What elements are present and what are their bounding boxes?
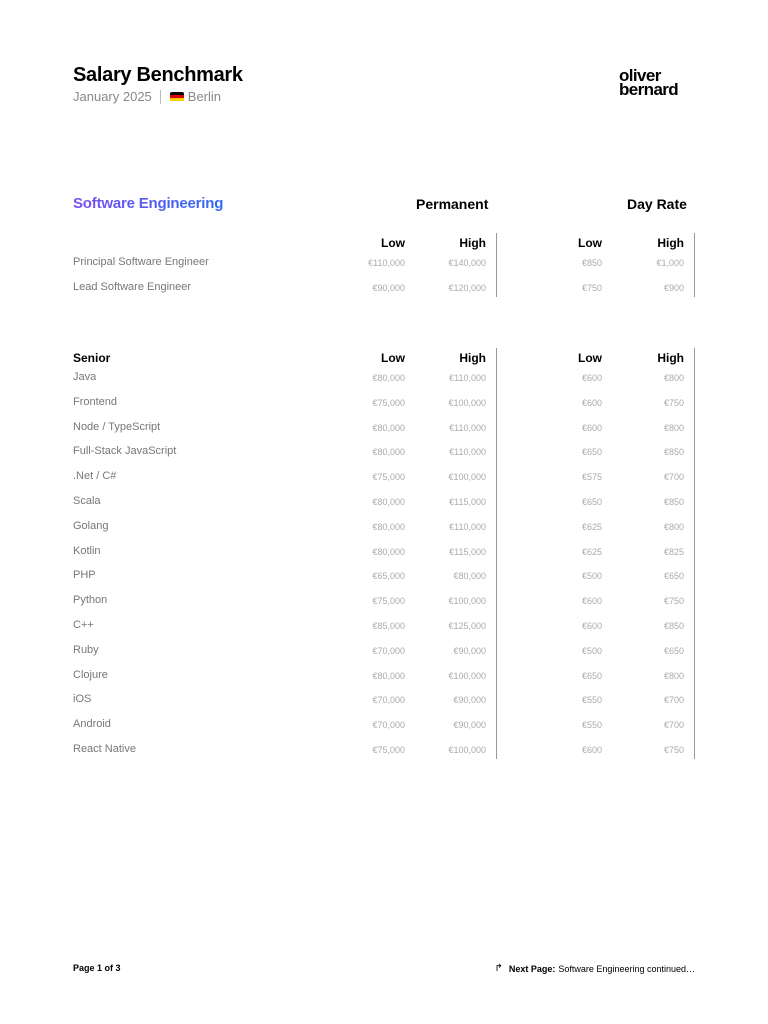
next-page-label: Next Page:: [508, 963, 556, 974]
role-label: Clojure: [73, 668, 108, 681]
subtitle: [73, 89, 221, 104]
category-label: Senior: [73, 351, 111, 365]
perm-high-cell: €100,000: [448, 670, 486, 681]
curved-arrow-icon: ↱: [494, 963, 503, 974]
day-high-cell: €800: [663, 373, 684, 383]
report-date: January 2025: [73, 89, 152, 104]
perm-high-cell: €100,000: [448, 472, 486, 483]
day-low-cell: €600: [581, 373, 602, 383]
day-high-cell: €650: [663, 571, 684, 582]
role-label: C++: [73, 619, 94, 631]
day-low-cell: €625: [581, 521, 602, 532]
day-high-cell: €900: [663, 283, 684, 293]
page-title: Salary Benchmark: [73, 64, 243, 86]
role-label: PHP: [73, 569, 96, 582]
day-high-cell: €700: [663, 472, 684, 483]
role-label: Python: [73, 594, 108, 607]
section-title: Software Engineering: [73, 195, 224, 212]
perm-high-header: High: [459, 236, 486, 250]
perm-high-cell: €80,000: [453, 571, 486, 582]
role-label: Java: [73, 371, 97, 383]
perm-low-header: Low: [381, 236, 405, 250]
day-high-cell: €825: [663, 546, 684, 557]
day-rate-header: Day Rate: [627, 196, 687, 212]
perm-low-cell: €80,000: [372, 497, 405, 507]
perm-high-cell: €100,000: [448, 745, 486, 755]
perm-low-cell: €110,000: [368, 258, 405, 268]
role-label: Scala: [73, 495, 101, 507]
role-label: Frontend: [73, 395, 118, 408]
perm-low-cell: €65,000: [372, 571, 405, 582]
role-label: Ruby: [73, 643, 99, 656]
perm-low-cell: €90,000: [372, 283, 405, 293]
role-label: iOS: [73, 693, 92, 706]
day-low-cell: €650: [581, 447, 602, 458]
day-low-cell: €600: [581, 745, 602, 755]
page-number: Page 1 of 3: [73, 963, 121, 973]
perm-high-cell: €90,000: [453, 720, 486, 731]
role-label: Lead Software Engineer: [73, 281, 192, 293]
permanent-rule: [496, 233, 497, 297]
day-low-cell: €600: [581, 596, 602, 607]
role-label: Golang: [73, 519, 109, 532]
day-high-cell: €800: [663, 521, 684, 532]
day-high-cell: €750: [663, 596, 684, 607]
day-low-cell: €600: [581, 397, 602, 408]
role-label: Kotlin: [73, 544, 101, 557]
perm-high-cell: €115,000: [449, 497, 486, 507]
day-high-header: High: [657, 236, 684, 250]
perm-low-cell: €70,000: [372, 645, 405, 656]
perm-low-cell: €85,000: [372, 621, 405, 631]
day-high-cell: €700: [663, 695, 684, 706]
role-label: Node / TypeScript: [73, 420, 161, 433]
perm-high-cell: €90,000: [453, 645, 486, 656]
day-low-cell: €625: [581, 546, 602, 557]
perm-high-cell: €125,000: [448, 621, 486, 631]
perm-low-cell: €80,000: [372, 422, 405, 433]
day-high-cell: €850: [663, 621, 684, 631]
role-label: Full-Stack JavaScript: [73, 445, 177, 458]
germany-flag-icon: [170, 92, 184, 102]
permanent-rule: [496, 348, 497, 759]
perm-high-cell: €90,000: [453, 695, 486, 706]
day-low-cell: €575: [581, 472, 602, 483]
day-high-cell: €750: [663, 745, 684, 755]
perm-low-cell: €75,000: [372, 745, 405, 755]
perm-low-cell: €80,000: [372, 373, 405, 383]
perm-low-cell: €80,000: [372, 447, 405, 458]
logo-line-2: bernard: [619, 80, 679, 99]
day-low-cell: €550: [581, 720, 602, 731]
role-label: Principal Software Engineer: [73, 256, 209, 268]
perm-high-cell: €110,000: [449, 521, 486, 532]
perm-low-cell: €70,000: [372, 695, 405, 706]
day-low-cell: €850: [581, 258, 602, 268]
separator: [160, 90, 161, 104]
day-low-header: Low: [578, 236, 602, 250]
day-high-cell: €850: [663, 497, 684, 507]
perm-high-cell: €110,000: [449, 373, 486, 383]
day-high-header: High: [657, 351, 684, 365]
perm-high-cell: €110,000: [449, 422, 486, 433]
day-high-cell: €800: [663, 422, 684, 433]
day-low-cell: €550: [581, 695, 602, 706]
day-high-cell: €1,000: [656, 258, 684, 268]
report-location: Berlin: [187, 89, 222, 104]
perm-low-cell: €80,000: [372, 546, 405, 557]
day-low-cell: €650: [581, 670, 602, 681]
day-low-cell: €600: [581, 621, 602, 631]
next-page-note: [494, 963, 695, 974]
perm-high-cell: €100,000: [448, 397, 486, 408]
perm-high-cell: €140,000: [448, 258, 486, 268]
day-low-cell: €750: [581, 283, 602, 293]
day-high-cell: €700: [663, 720, 684, 731]
perm-high-header: High: [459, 351, 486, 365]
day-low-cell: €600: [581, 422, 602, 433]
day-low-cell: €500: [581, 645, 602, 656]
perm-high-cell: €115,000: [449, 546, 486, 557]
perm-high-cell: €120,000: [448, 283, 486, 293]
day-high-cell: €850: [663, 447, 684, 458]
day-low-cell: €650: [581, 497, 602, 507]
company-logo: [619, 66, 695, 99]
perm-high-cell: €110,000: [449, 447, 486, 458]
perm-high-cell: €100,000: [448, 596, 486, 607]
role-label: React Native: [73, 743, 136, 755]
role-label: Android: [73, 718, 111, 731]
day-high-cell: €800: [663, 670, 684, 681]
logo-line-1: oliver: [619, 66, 661, 85]
day-high-cell: €650: [663, 645, 684, 656]
perm-low-cell: €70,000: [372, 720, 405, 731]
perm-low-cell: €75,000: [372, 596, 405, 607]
day-high-cell: €750: [663, 397, 684, 408]
day-rate-rule: [694, 348, 695, 759]
next-page-text: Software Engineering continued…: [558, 963, 695, 974]
role-label: .Net / C#: [73, 470, 117, 483]
day-rate-rule: [694, 233, 695, 297]
permanent-header: Permanent: [416, 196, 489, 212]
perm-low-header: Low: [381, 351, 405, 365]
perm-low-cell: €80,000: [372, 521, 405, 532]
day-low-header: Low: [578, 351, 602, 365]
perm-low-cell: €75,000: [372, 472, 405, 483]
perm-low-cell: €80,000: [372, 670, 405, 681]
day-low-cell: €500: [581, 571, 602, 582]
perm-low-cell: €75,000: [372, 397, 405, 408]
